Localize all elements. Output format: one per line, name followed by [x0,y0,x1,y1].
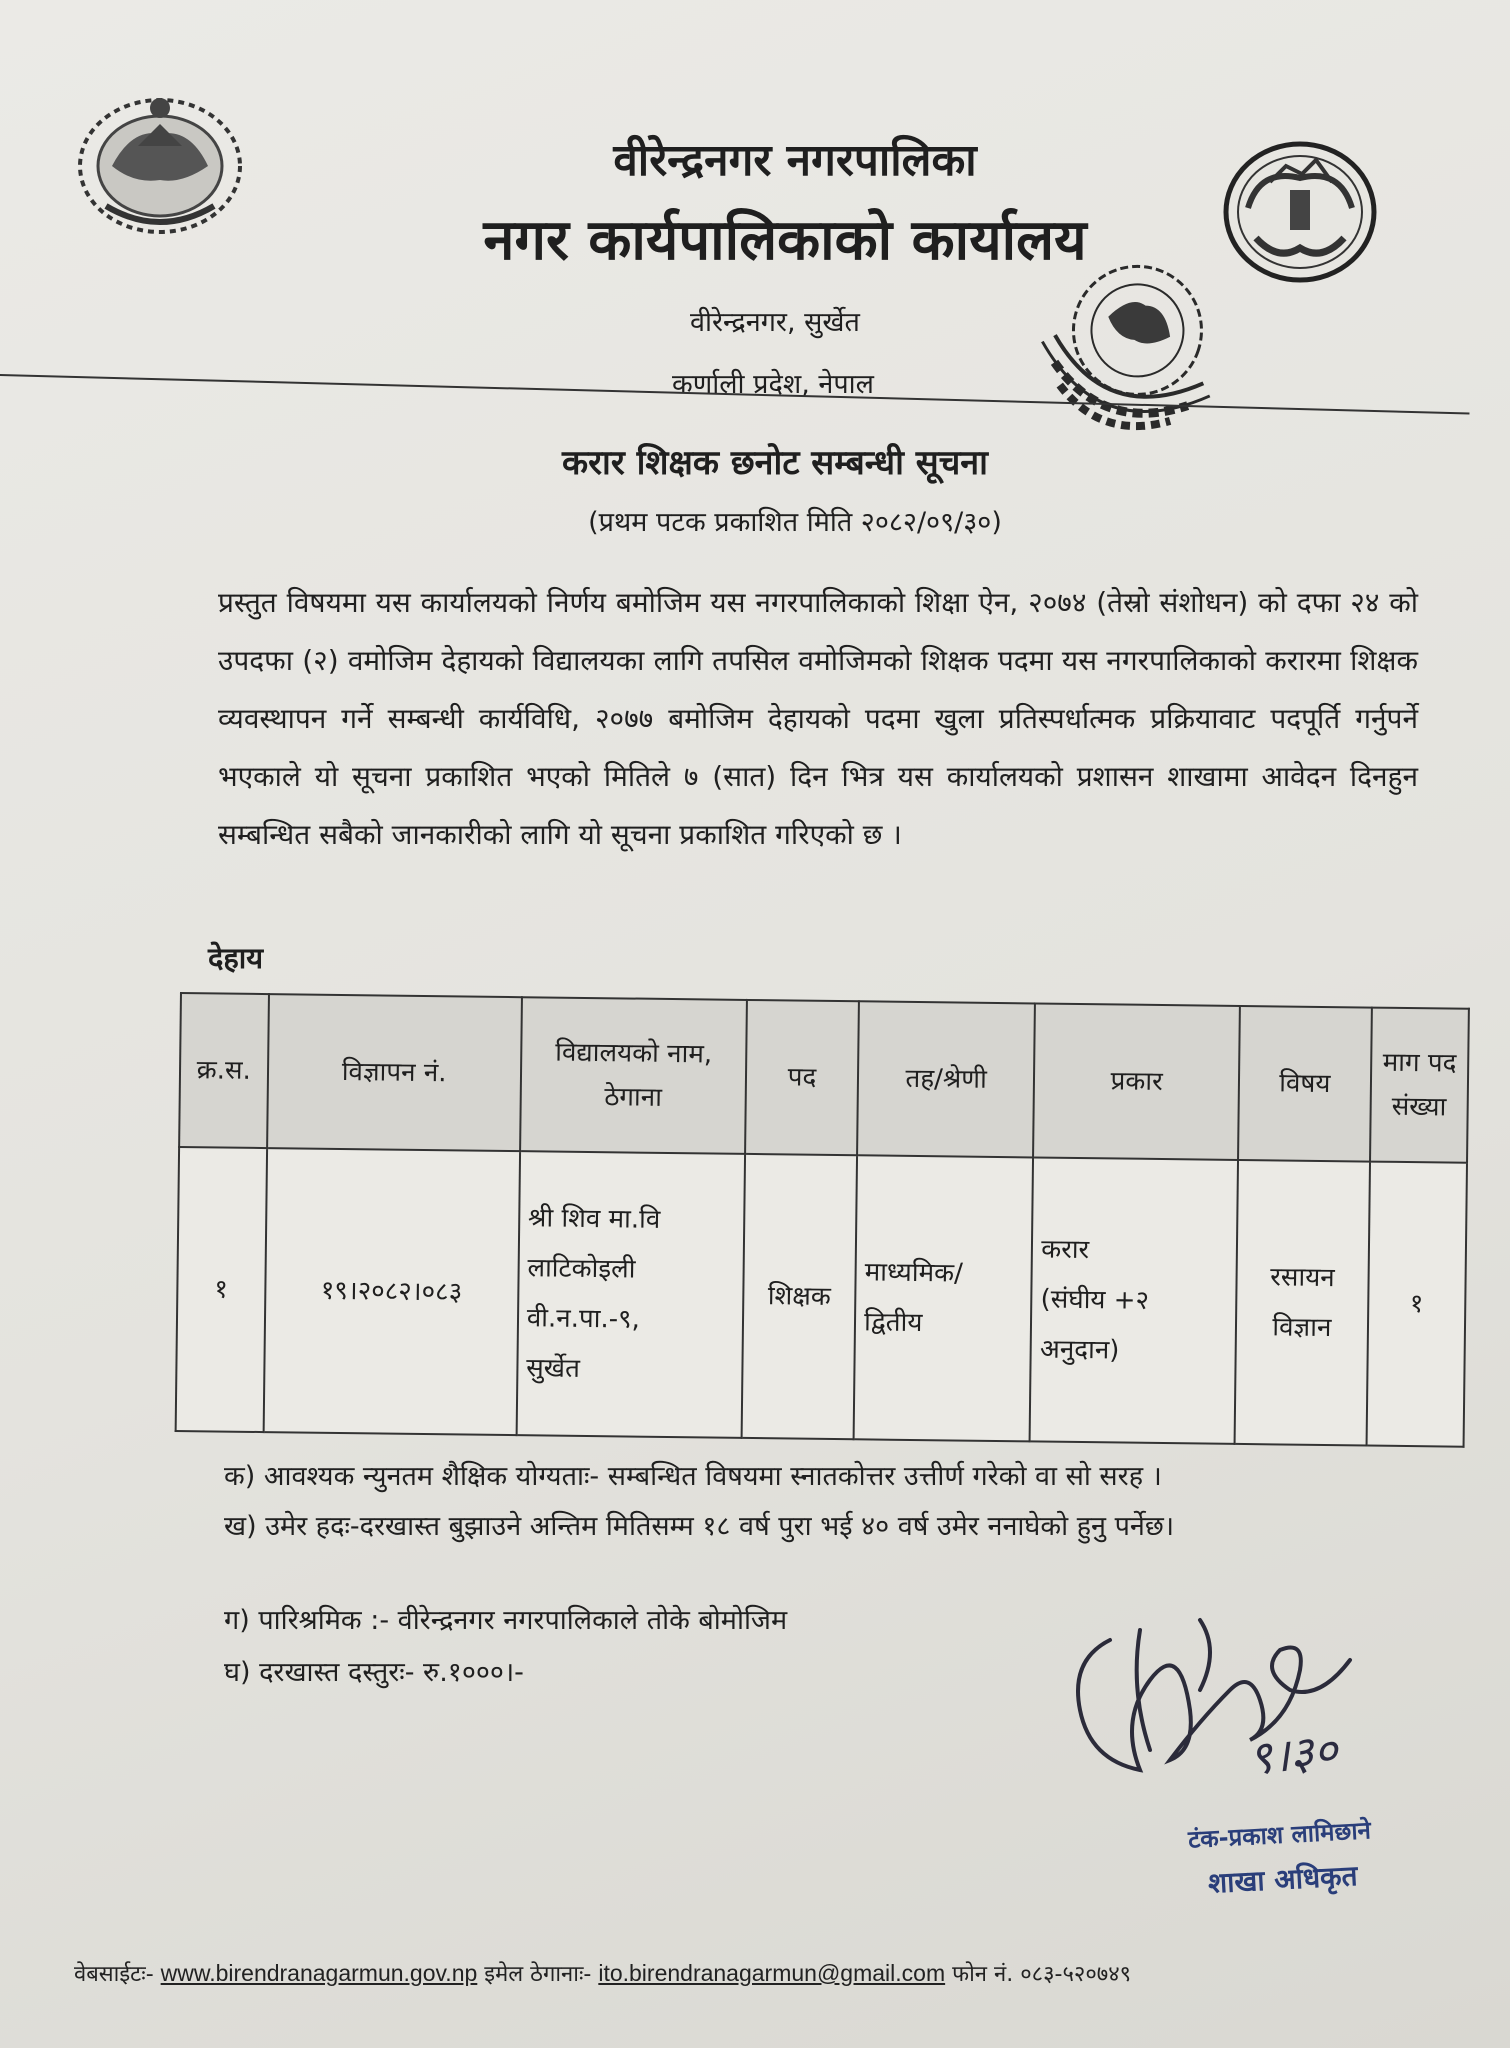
cell-type [1030,1157,1238,1443]
office-address: वीरेन्द्रनगर, सुर्खेत [690,307,860,338]
cell-ad-number: १९।२०८२।०८३ [263,1148,520,1435]
cell-subject [1235,1160,1370,1446]
cell-post: शिक्षक [742,1154,858,1439]
cell-level [854,1155,1034,1441]
col-subject: विषय [1238,1006,1371,1162]
col-demand-count: माग पद संख्या [1370,1008,1469,1163]
col-ad-number: विज्ञापन नं. [267,994,522,1151]
col-post: पद [745,1000,859,1155]
cell-demand-count: १ [1366,1162,1467,1447]
signature-date: ९।३० [1245,1722,1340,1786]
subject-line-2: विज्ञान [1272,1312,1332,1344]
page-footer [74,1958,1131,1988]
school-district: सुर्खेत [526,1353,581,1384]
email-label: इमेल ठेगानाः- [484,1962,592,1987]
table-row [176,1147,1467,1447]
notice-title: करार शिक्षक छनोट सम्बन्धी सूचना [562,443,988,483]
office-province: कर्णाली प्रदेश, नेपाल [672,369,874,400]
requirement-qualification: क) आवश्यक न्युनतम शैक्षिक योग्यताः- सम्बन्धित विषयमा स्नातकोत्तर उत्तीर्ण गरेको वा सो सरह । [224,1461,1162,1492]
requirement-fee: घ) दरखास्त दस्तुरः- रु.१०००।- [224,1657,524,1688]
officer-title: शाखा अधिकृत [1207,1859,1359,1900]
school-ward: वी.न.पा.-९, [526,1303,641,1335]
school-place: लाटिकोइली [527,1253,636,1285]
col-level: तह/श्रेणी [857,1001,1035,1157]
col-type: प्रकार [1033,1003,1240,1159]
level-line-2: द्वितीय [863,1307,923,1339]
cell-school [516,1151,745,1438]
table-header-row [179,993,1469,1163]
requirement-remuneration: ग) पारिश्रमिक :- वीरेन्द्रनगर नगरपालिकाले तोके बोमोजिम [224,1605,788,1636]
requirement-age: ख) उमेर हदः-दरखास्त बुझाउने अन्तिम मितिसम्म १८ वर्ष पुरा भई ४० वर्ष उमेर ननाघेको हुनु पर्नेछ। [224,1511,1175,1542]
school-name: श्री शिव मा.वि [527,1203,661,1235]
type-line-3: अनुदान) [1039,1334,1120,1366]
type-line-1: करार [1041,1234,1090,1266]
email-link[interactable]: ito.birendranagarmun@gmail.com [598,1960,946,1986]
cell-serial: १ [176,1147,267,1432]
phone-number: ०८३-५२०७४९ [1020,1962,1132,1987]
col-school: विद्यालयको नाम, ठेगाना [520,997,747,1154]
office-name: नगर कार्यपालिकाको कार्यालय [483,208,1087,273]
municipality-name: वीरेन्द्रनगर नगरपालिका [613,135,977,186]
notice-body: प्रस्तुत विषयमा यस कार्यालयको निर्णय बमोजिम यस नगरपालिकाको शिक्षा ऐन, २०७४ (तेस्रो संशोधन) को दफा २४ को उपदफा (२) वमोजिम देहायको विद्यालयका लागि तपसिल वमोजिमको शिक्षक पदमा यस नगरपालिकाको करारमा शिक्षक व्यवस्थापन गर्ने सम्बन्धी कार्यविधि, २०७७ बमोजिम देहायको पदमा खुला प्रतिस्पर्धात्मक प्रक्रियावाट पदपूर्ति गर्नुपर्ने भएकाले यो सूचना प्रकाशित भएको मितिले ७ (सात) दिन भित्र यस कार्यालयको प्रशासन शाखामा आवेदन दिनहुन सम्बन्धित सबैको जानकारीको लागि यो सूचना प्रकाशित गरिएको छ । [218,586,1418,851]
officer-name: टंक-प्रकाश लामिछाने [1187,1816,1372,1854]
phone-label: फोन नं. [952,1962,1014,1987]
col-serial: क्र.स. [179,993,268,1148]
website-label: वेबसाईटः- [74,1962,154,1987]
subject-line-1: रसायन [1270,1262,1335,1294]
website-link[interactable]: www.birendranagarmun.gov.np [160,1960,478,1986]
vacancy-table [175,992,1470,1448]
type-line-2: (संघीय +२ [1040,1284,1150,1316]
dehaya-label: देहाय [208,941,264,975]
notice-published-date: (प्रथम पटक प्रकाशित मिति २०८२/०९/३०) [588,507,1002,538]
level-line-1: माध्यमिक/ [864,1257,964,1289]
